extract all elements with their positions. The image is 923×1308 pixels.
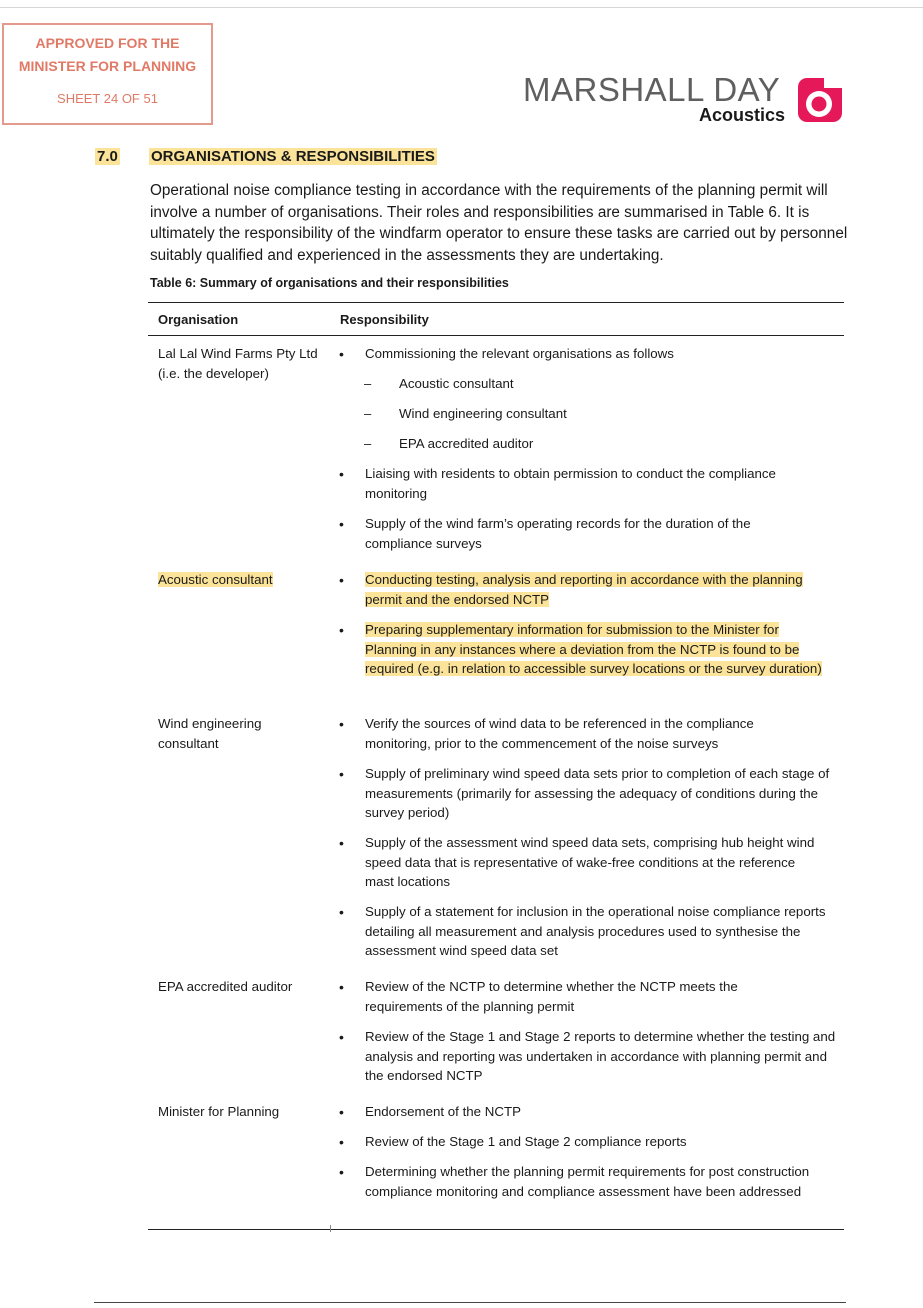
responsibility-item-highlighted: Preparing supplementary information for submission to the Minister for Planning in any instances where a deviation from the NCTP is found to be required (e.g. in relation to accessible survey locations or the survey duration) bbox=[365, 622, 822, 677]
logo-subtitle: Acoustics bbox=[699, 105, 786, 125]
stamp-line-1: APPROVED FOR THE bbox=[35, 35, 180, 51]
responsibility-item: Review of the Stage 1 and Stage 2 compliance reports bbox=[365, 1134, 687, 1149]
bullet-icon: • bbox=[339, 516, 344, 532]
bullet-icon: • bbox=[339, 904, 344, 920]
dash-icon: – bbox=[364, 436, 372, 451]
responsibility-item: Liaising with residents to obtain permission to conduct the compliance monitoring bbox=[365, 466, 776, 501]
responsibility-item: Supply of the wind farm’s operating records for the duration of the compliance surveys bbox=[365, 516, 751, 551]
bullet-icon: • bbox=[339, 1104, 344, 1120]
responsibility-item: Supply of a statement for inclusion in the operational noise compliance reports detailing all measurement and analysis procedures used to synthesise the assessment wind speed data set bbox=[365, 904, 826, 959]
page-footer-rule bbox=[94, 1302, 846, 1303]
bullet-icon: • bbox=[339, 716, 344, 732]
org-cell-minister-for-planning: Minister for Planning bbox=[158, 1104, 280, 1119]
logo-mark-icon bbox=[796, 76, 844, 124]
bullet-icon: • bbox=[339, 572, 344, 588]
org-cell-developer: Lal Lal Wind Farms Pty Ltd (i.e. the developer) bbox=[158, 346, 318, 381]
bullet-icon: • bbox=[339, 466, 344, 482]
bullet-icon: • bbox=[339, 979, 344, 995]
table-caption: Table 6: Summary of organisations and their responsibilities bbox=[150, 276, 509, 290]
section-title: ORGANISATIONS & RESPONSIBILITIES bbox=[151, 148, 435, 165]
column-divider bbox=[330, 1225, 331, 1232]
stamp-sheet-number: SHEET 24 OF 51 bbox=[57, 91, 158, 106]
org-cell-epa-accredited-auditor: EPA accredited auditor bbox=[158, 979, 293, 994]
dash-icon: – bbox=[364, 406, 372, 421]
table-bottom-rule bbox=[148, 1229, 844, 1230]
bullet-icon: • bbox=[339, 1134, 344, 1150]
sub-item: Acoustic consultant bbox=[399, 376, 514, 391]
responsibility-item-highlighted: Conducting testing, analysis and reporting in accordance with the planning permit and the endorsed NCTP bbox=[365, 572, 803, 607]
responsibility-item: Supply of the assessment wind speed data sets, comprising hub height wind speed data that is representative of wake-free conditions at the reference mast locations bbox=[365, 835, 815, 890]
company-logo bbox=[523, 72, 853, 128]
bullet-icon: • bbox=[339, 766, 344, 782]
org-cell-acoustic-consultant: Acoustic consultant bbox=[158, 572, 273, 587]
org-cell-wind-engineering-consultant: Wind engineering consultant bbox=[158, 716, 262, 751]
bullet-icon: • bbox=[339, 835, 344, 851]
table-header-rule bbox=[148, 335, 844, 336]
approval-stamp bbox=[2, 23, 213, 125]
column-header-organisation: Organisation bbox=[158, 312, 239, 327]
logo-brand-text: MARSHALL DAY bbox=[523, 71, 781, 108]
bullet-icon: • bbox=[339, 1029, 344, 1045]
page-top-border bbox=[0, 7, 923, 8]
responsibility-item: Review of the Stage 1 and Stage 2 reports to determine whether the testing and analysis and reporting was undertaken in accordance with planning permit and the endorsed NCTP bbox=[365, 1029, 836, 1084]
intro-paragraph: Operational noise compliance testing in accordance with the requirements of the planning permit will involve a number of organisations. Their roles and responsibilities are summarised in Table 6. It is ultimately the responsibility of the windfarm operator to ensure these tasks are carried out by personnel suitably qualified and experienced in the assessments they are undertaking. bbox=[150, 182, 848, 264]
bullet-icon: • bbox=[339, 622, 344, 638]
dash-icon: – bbox=[364, 376, 372, 391]
responsibility-item: Supply of preliminary wind speed data sets prior to completion of each stage of measurements (primarily for assessing the adequacy of conditions during the survey period) bbox=[365, 766, 830, 821]
stamp-line-2: MINISTER FOR PLANNING bbox=[18, 58, 197, 74]
column-header-responsibility: Responsibility bbox=[340, 312, 429, 327]
responsibility-item: Commissioning the relevant organisations as follows bbox=[365, 346, 674, 361]
bullet-icon: • bbox=[339, 346, 344, 362]
sub-item: EPA accredited auditor bbox=[399, 436, 534, 451]
sub-item: Wind engineering consultant bbox=[399, 406, 567, 421]
bullet-icon: • bbox=[339, 1164, 344, 1180]
responsibility-item: Review of the NCTP to determine whether the NCTP meets the requirements of the planning permit bbox=[365, 979, 738, 1014]
table-top-rule bbox=[148, 302, 844, 303]
responsibility-item: Endorsement of the NCTP bbox=[365, 1104, 521, 1119]
responsibility-item: Verify the sources of wind data to be referenced in the compliance monitoring, prior to the commencement of the noise surveys bbox=[365, 716, 754, 751]
section-number: 7.0 bbox=[97, 148, 118, 165]
responsibility-item: Determining whether the planning permit requirements for post construction compliance monitoring and compliance assessment have been addressed bbox=[365, 1164, 810, 1199]
